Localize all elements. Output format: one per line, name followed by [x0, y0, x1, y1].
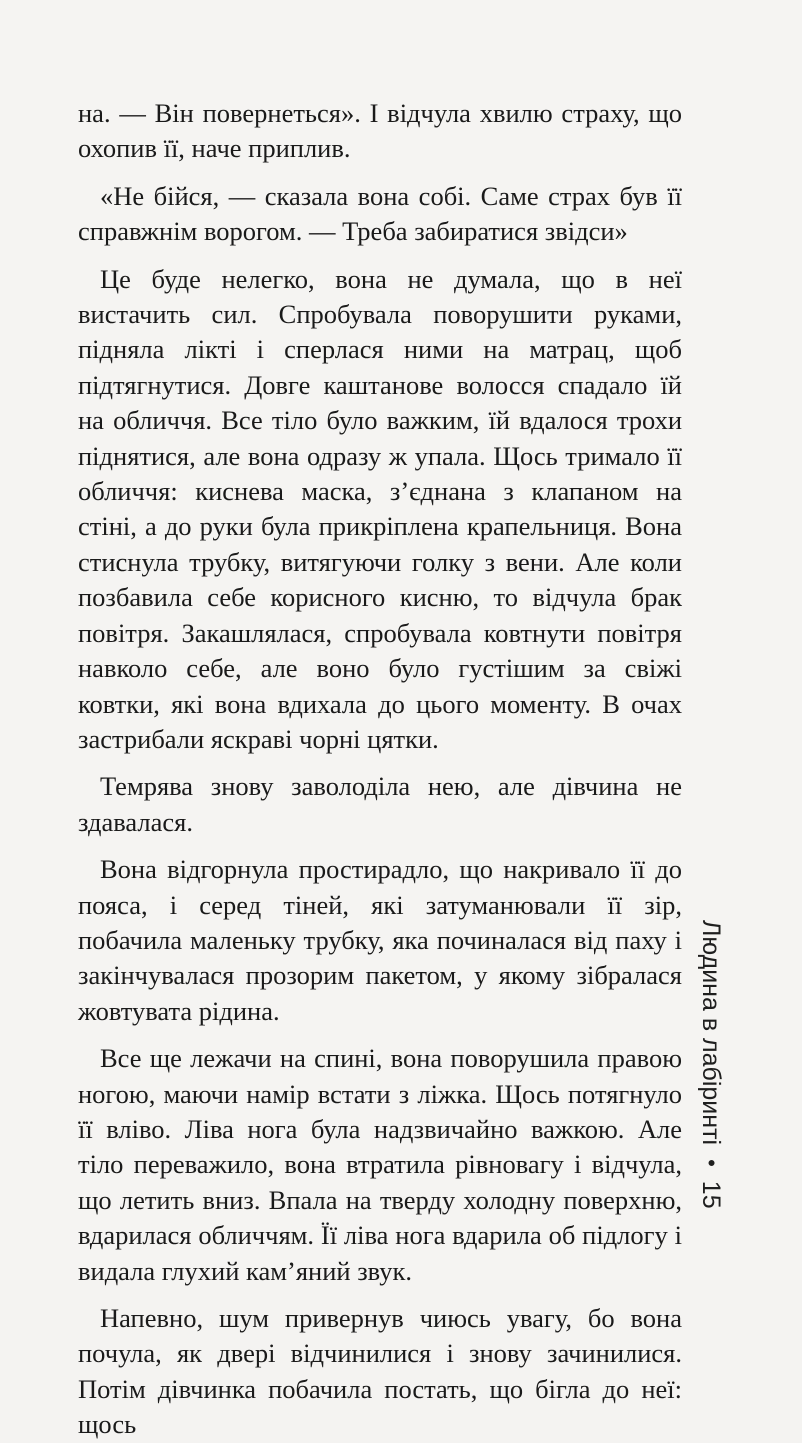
paragraph-6: Все ще лежачи на спині, вона поворушила правою ногою, маючи намір встати з ліжка. Щось потягнуло її вліво. Ліва нога була надзвичайно важкою. Але тіло переважило, вона втратила рівновагу і відчула, що летить вниз. Впала на тверду холодну поверхню, вдарилася обличчям. Її ліва нога вдарила об підлогу і видала глухий кам’яний звук.	[78, 1043, 682, 1286]
paragraph-5: Вона відгорнула простирадло, що накривало її до пояса, і серед тіней, які затуманювали її зір, побачила маленьку трубку, яка починалася від паху і закінчувалася прозорим пакетом, у якому зібралася жовтувата рідина.	[78, 854, 682, 1026]
page-number: 15	[697, 1180, 725, 1209]
separator-bullet: •	[699, 1159, 724, 1167]
paragraph-3: Це буде нелегко, вона не думала, що в неї вистачить сил. Спробувала поворушити руками, підняла лікті і сперлася ними на матрац, щоб підтягнутися. Довге каштанове волосся спадало їй на обличчя. Все тіло було важким, їй вдалося трохи піднятися, але вона одразу ж упала. Щось тримало її обличчя: киснева маска, з’єднана з клапаном на стіні, а до руки була прикріплена крапельниця. Вона стиснула трубку, витягуючи голку з вени. Але коли позбавила себе корисного кисню, то відчула брак повітря. Закашлялася, спробувала ковтнути повітря навколо себе, але воно було густішим за свіжі ковтки, які вона вдихала до цього моменту. В очах застрибали яскраві чорні цятки.	[78, 263, 682, 754]
body-text	[78, 96, 682, 1443]
paragraph-7: Напевно, шум привернув чиюсь увагу, бо вона почула, як двері відчинилися і знову зачинилися. Потім дівчинка побачила постать, що бігла до неї: щось	[78, 1303, 682, 1440]
paragraph-1: на. — Він повернеться». І відчула хвилю страху, що охопив її, наче приплив.	[78, 98, 682, 164]
paragraph-2: «Не бійся, — сказала вона собі. Саме страх був її справжнім ворогом. — Треба забиратися звідси»	[78, 180, 682, 247]
running-head	[689, 920, 733, 1209]
book-title: Людина в лабіринті	[697, 920, 725, 1146]
paragraph-4: Темрява знову заволоділа нею, але дівчина не здавалася.	[78, 771, 682, 837]
